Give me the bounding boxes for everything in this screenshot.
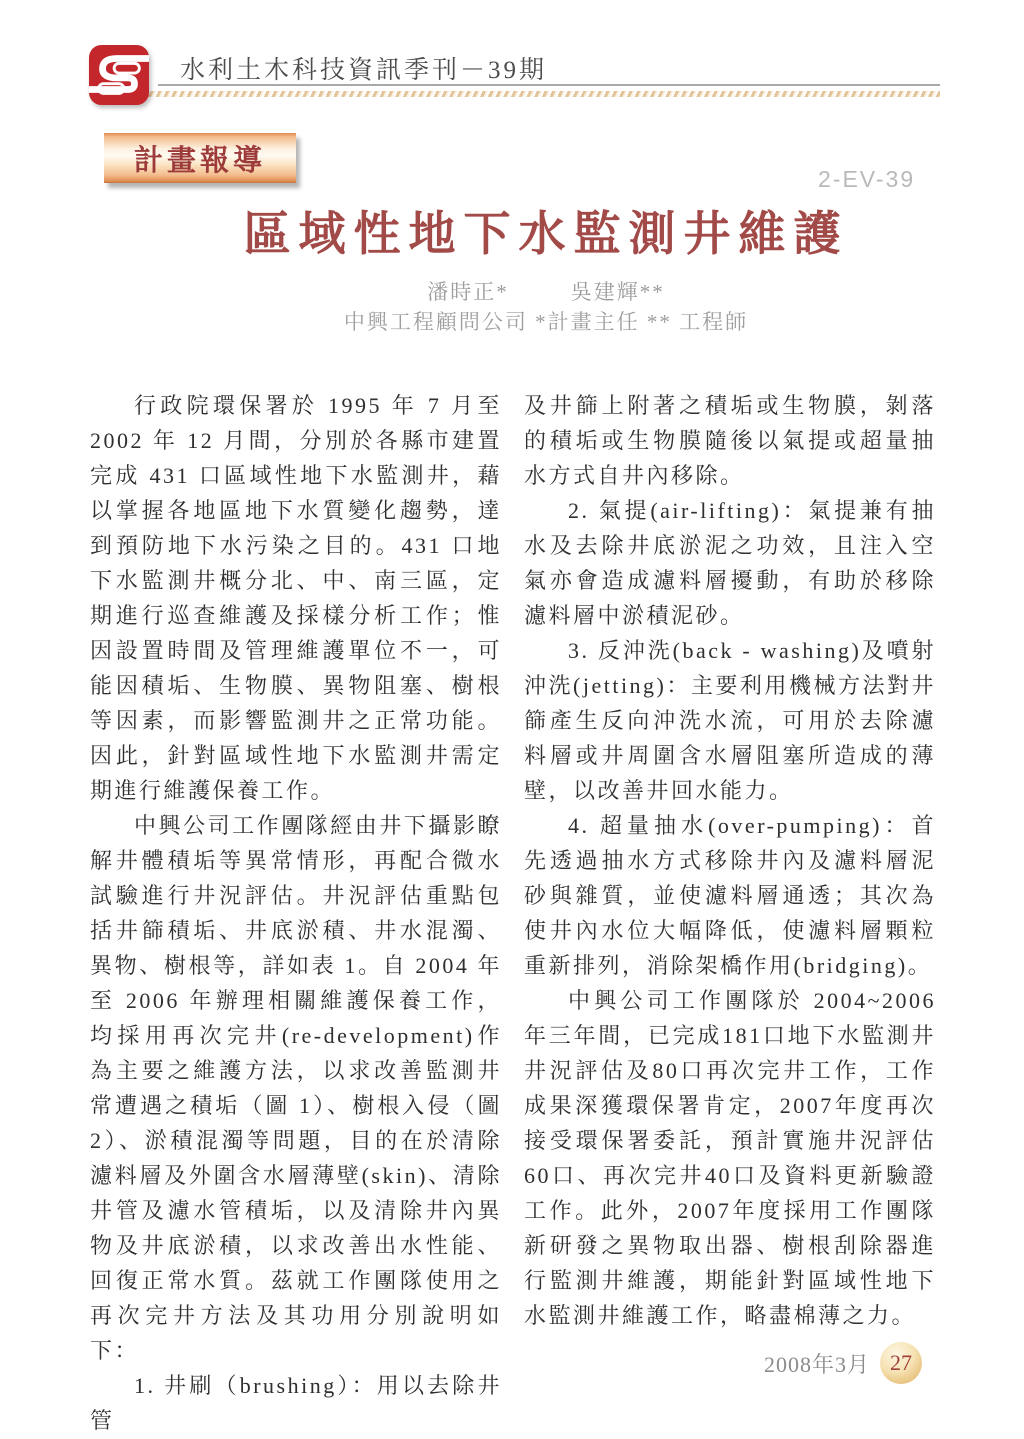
header-rule-line	[158, 84, 940, 86]
section-banner	[104, 133, 296, 183]
author-1: 潘時正*	[427, 280, 509, 304]
journal-logo-icon	[88, 44, 150, 106]
footer-date: 2008年3月	[763, 1352, 870, 1377]
paragraph-item-1-brushing: 1. 井刷（brushing）：用以去除井管	[90, 1373, 502, 1433]
paragraph-item-3-back-washing: 3. 反沖洗(back - washing)及噴射沖洗(jetting)：主要利用機械方法對井篩產生反向沖洗水流，可用於去除濾料層或井周圍含水層阻塞所造成的薄壁，以改善井回水能力。	[524, 638, 936, 803]
paragraph-item-4-over-pumping: 4. 超量抽水(over-pumping)：首先透過抽水方式移除井內及濾料層泥砂與雜質，並使濾料層通透；其次為使井內水位大幅降低，使濾料層顆粒重新排列，消除架橋作用(bridging)。	[524, 813, 936, 978]
journal-title: 水利土木科技資訊季刊－39期	[180, 57, 548, 84]
section-banner-label: 計畫報導	[133, 144, 266, 177]
affiliation-line: 中興工程顧問公司 *計畫主任 ** 工程師	[343, 310, 749, 334]
left-column	[90, 388, 502, 1438]
page-number: 27	[890, 1350, 912, 1375]
paragraph-evaluation: 中興公司工作團隊經由井下攝影瞭解井體積垢等異常情形，再配合微水試驗進行井況評估。井況評估重點包括井篩積垢、井底淤積、井水混濁、異物、樹根等，詳如表 1。自 2004 年至 2006 年辦理相關維護保養工作，均採用再次完井(re-development)作為主要之維護方法，以求改善監測井常遭遇之積垢（圖 1）、樹根入侵（圖 2）、淤積混濁等問題，目的在於清除濾料層及外圍含水層薄壁(skin)、清除井管及濾水管積垢，以及清除井內異物及井底淤積，以求改善出水性能、回復正常水質。茲就工作團隊使用之再次完井方法及其功用分別說明如下：	[90, 813, 502, 1363]
header-decorative-band	[112, 91, 940, 97]
paragraph-intro: 行政院環保署於 1995 年 7 月至 2002 年 12 月間，分別於各縣市建置完成 431 口區域性地下水監測井，藉以掌握各地區地下水質變化趨勢，達到預防地下水污染之目的。431 口地下水監測井概分北、中、南三區，定期進行巡查維護及採樣分析工作；惟因設置時間及管理維護單位不一，可能因積垢、生物膜、異物阻塞、樹根等因素，而影響監測井之正常功能。因此，針對區域性地下水監測井需定期進行維護保養工作。	[90, 393, 502, 803]
paragraph-item-1-continued: 及井篩上附著之積垢或生物膜，剝落的積垢或生物膜隨後以氣提或超量抽水方式自井內移除。	[524, 393, 936, 488]
right-column	[524, 388, 936, 1333]
paragraph-item-2-air-lifting: 2. 氣提(air-lifting)：氣提兼有抽水及去除井底淤泥之功效，且注入空氣亦會造成濾料層擾動，有助於移除濾料層中淤積泥砂。	[524, 498, 936, 628]
article-title: 區域性地下水監測井維護	[243, 207, 849, 260]
article-code: 2-EV-39	[818, 166, 916, 192]
author-2: 吳建輝**	[570, 280, 665, 304]
author-line	[90, 276, 1002, 306]
page-number-badge	[880, 1342, 922, 1384]
paragraph-closing: 中興公司工作團隊於 2004~2006 年三年間，已完成181口地下水監測井井況評估及80口再次完井工作，工作成果深獲環保署肯定，2007年度再次接受環保署委託，預計實施井況評估60口、再次完井40口及資料更新驗證工作。此外，2007年度採用工作團隊新研發之異物取出器、樹根刮除器進行監測井維護，期能針對區域性地下水監測井維護工作，略盡棉薄之力。	[524, 988, 936, 1328]
